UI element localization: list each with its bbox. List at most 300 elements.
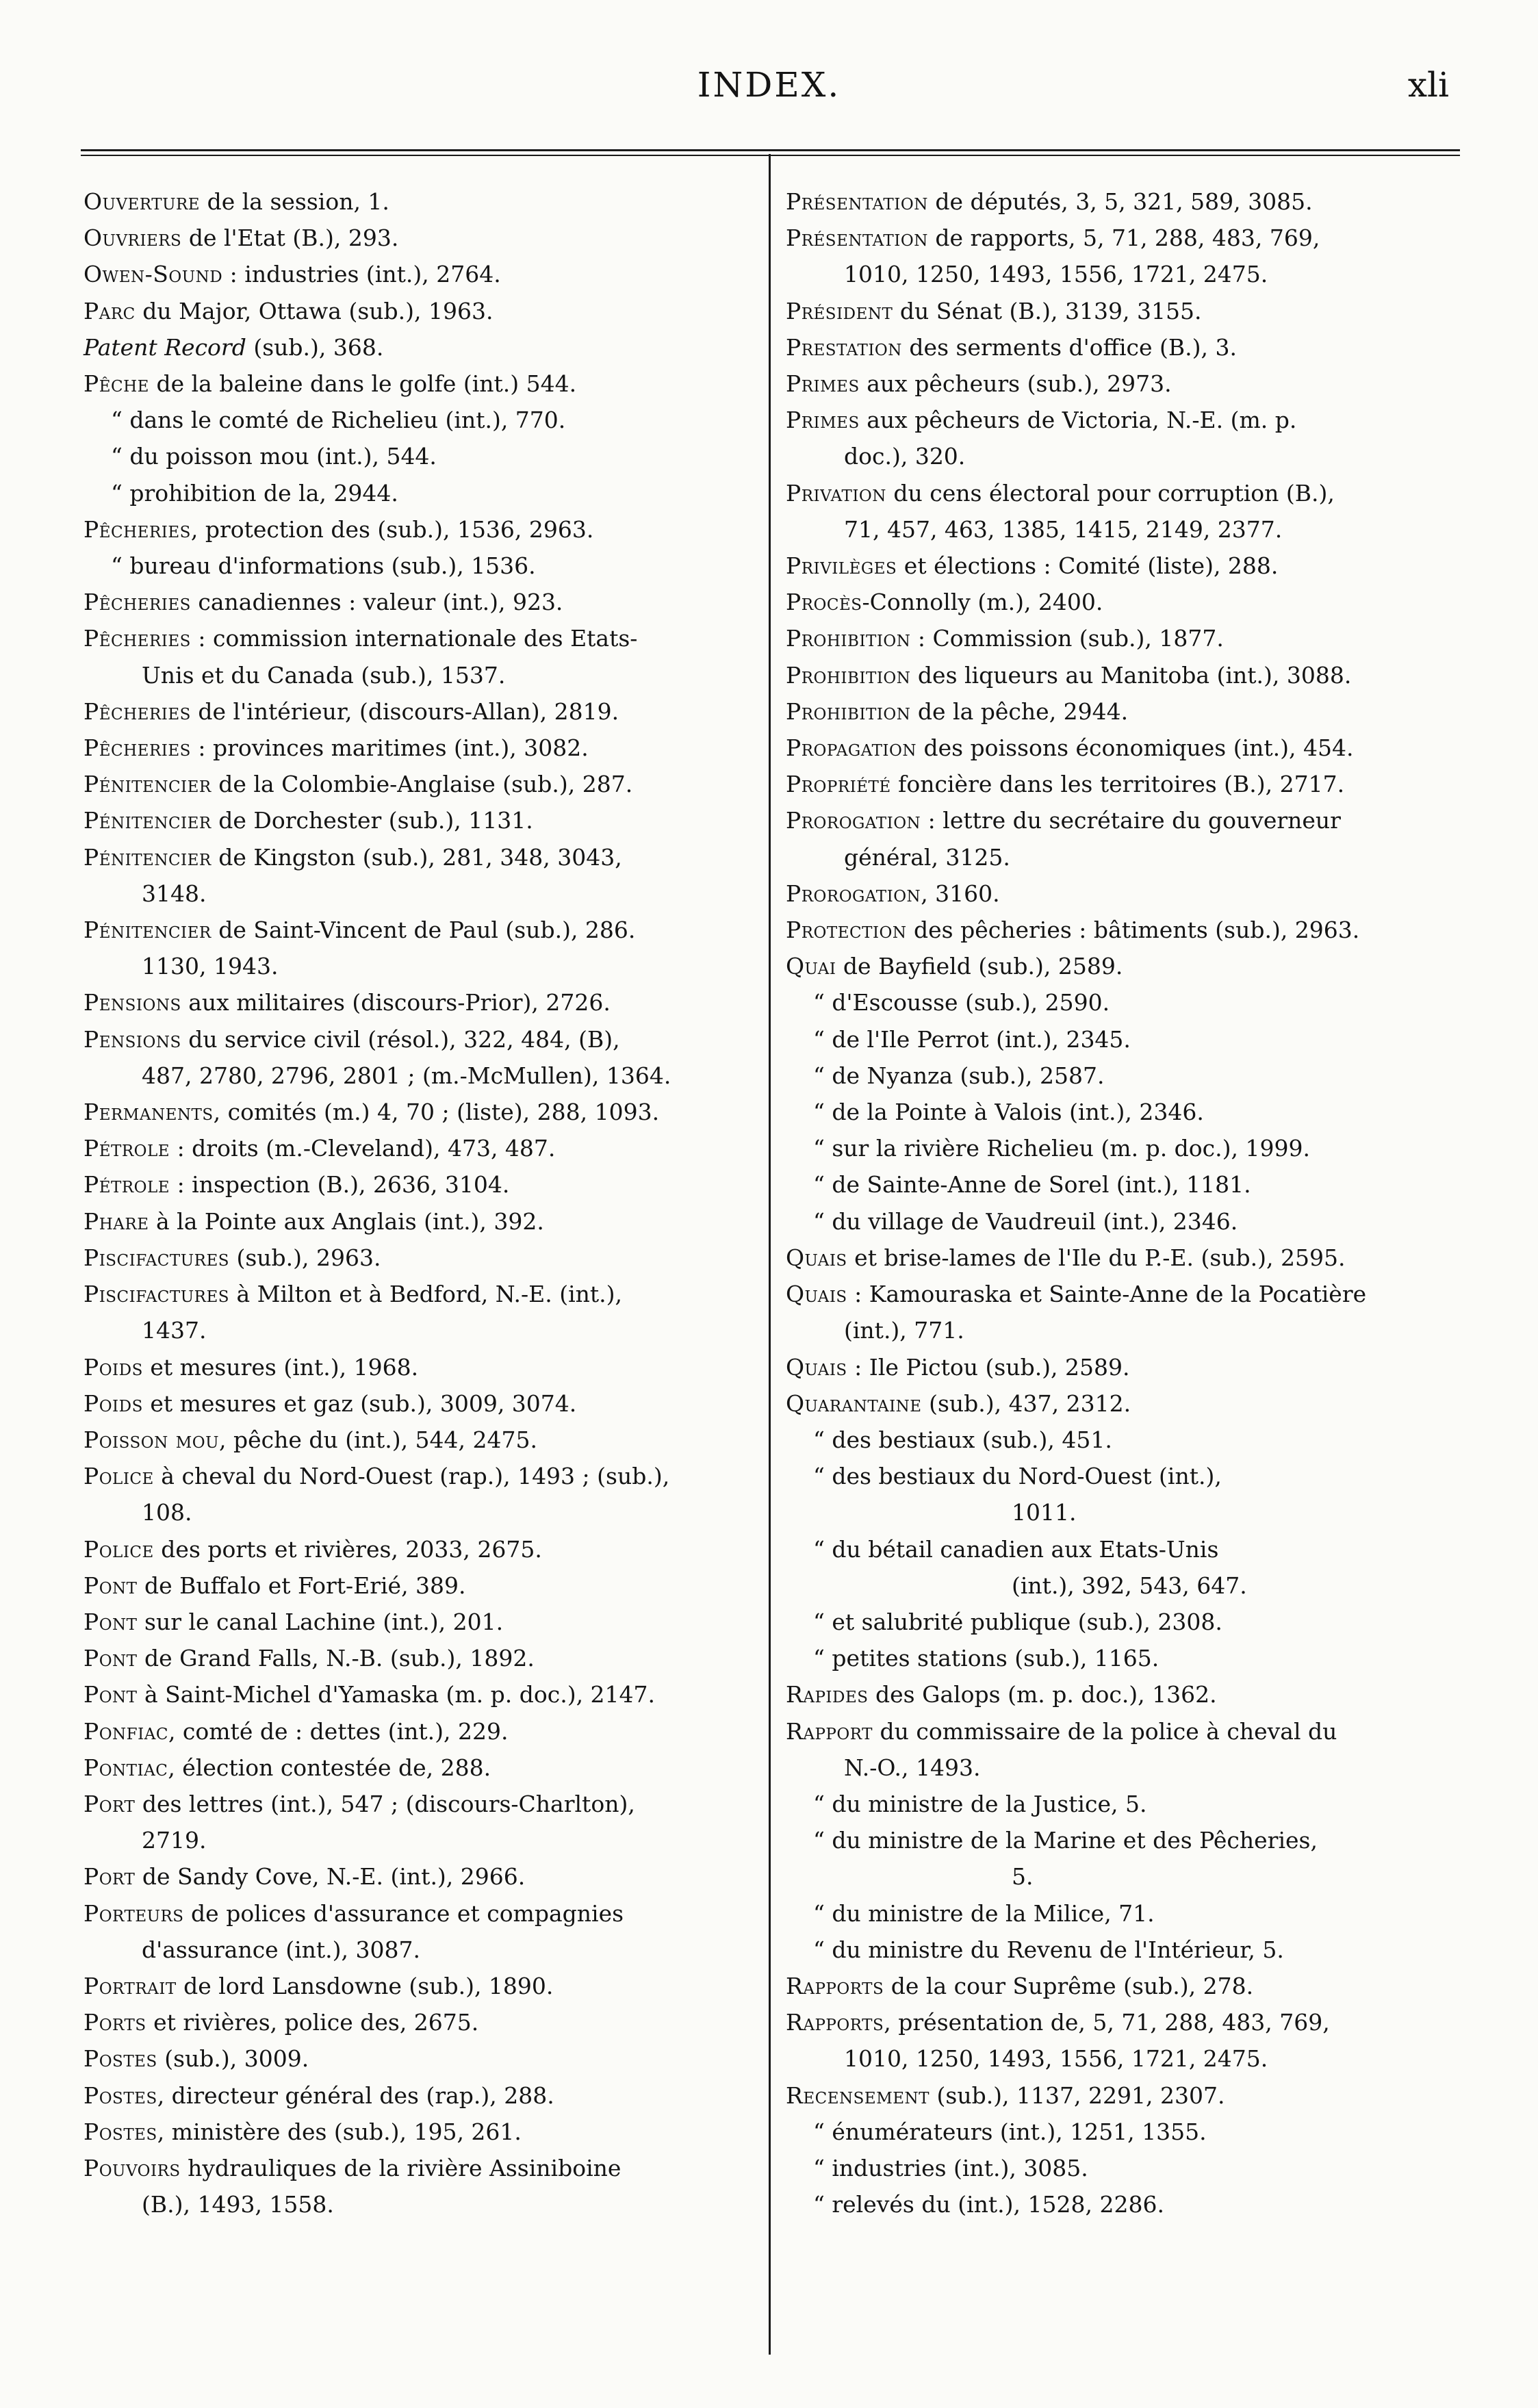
index-entry (84, 220, 761, 256)
index-entry (786, 875, 1470, 912)
index-entry (786, 256, 1470, 292)
index-text: , pêche du (int.), 544, 2475. (219, 1426, 537, 1453)
index-text: , élection contestée de, 288. (168, 1754, 491, 1781)
index-entry (786, 183, 1470, 220)
index-text: aux pêcheurs de Victoria, N.-E. (m. p. (859, 407, 1297, 434)
index-keyword: Pêcheries (84, 589, 191, 616)
index-entry (786, 1750, 1470, 1786)
index-text: des poissons économiques (int.), 454. (916, 734, 1354, 762)
index-text: des liqueurs au Manitoba (int.), 3088. (910, 661, 1352, 689)
index-entry (84, 2077, 761, 2114)
index-keyword: Pêcheries (84, 697, 191, 725)
index-text: de Dorchester (sub.), 1131. (211, 807, 533, 834)
index-entry (786, 984, 1470, 1021)
index-entry (84, 2150, 761, 2186)
index-text: foncière dans les territoires (B.), 2717. (890, 771, 1345, 798)
index-text: et élections : Comité (liste), 288. (897, 552, 1279, 580)
index-text: : provinces maritimes (int.), 3082. (190, 734, 589, 762)
index-keyword: Prohibition (786, 697, 911, 725)
index-entry (786, 1640, 1470, 1676)
index-entry (786, 366, 1470, 402)
index-entry (84, 948, 761, 984)
index-keyword: Pénitencier (84, 807, 212, 834)
index-entry (84, 183, 761, 220)
index-entry (84, 1094, 761, 1130)
index-keyword: Propagation (786, 734, 917, 762)
index-text: (B.), 1493, 1558. (142, 2191, 334, 2218)
index-entry (786, 220, 1470, 256)
index-entry (786, 1932, 1470, 1968)
index-text: de Buffalo et Fort-Erié, 389. (137, 1572, 466, 1599)
index-text: “ des bestiaux du Nord-Ouest (int.), (813, 1463, 1222, 1490)
index-entry (786, 2077, 1470, 2114)
index-entry (84, 984, 761, 1021)
index-text: de Grand Falls, N.-B. (sub.), 1892. (137, 1645, 535, 1672)
index-entry (786, 693, 1470, 730)
index-text: “ du ministre de la Marine et des Pêcheries, (813, 1827, 1318, 1854)
index-text: “ industries (int.), 3085. (813, 2154, 1088, 2181)
index-entry (84, 1676, 761, 1713)
index-keyword: Pêcheries (84, 515, 191, 543)
index-keyword: Permanents (84, 1099, 214, 1126)
index-entry (84, 1750, 761, 1786)
index-entry (84, 2114, 761, 2150)
index-entry (786, 1858, 1470, 1895)
index-text: , 3160. (921, 880, 1000, 907)
index-entry (786, 511, 1470, 548)
index-text: 108. (142, 1499, 192, 1526)
index-entry (84, 1713, 761, 1750)
page-title: INDEX. (697, 65, 841, 105)
index-keyword: Pont (84, 1608, 138, 1635)
index-text: à Milton et à Bedford, N.-E. (int.), (229, 1281, 623, 1308)
index-entry (786, 438, 1470, 474)
index-entry (786, 1713, 1470, 1750)
index-keyword: Postes (84, 2082, 157, 2109)
index-entry (786, 1058, 1470, 1094)
index-keyword: Présentation (786, 188, 928, 215)
index-text: -Connolly (m.), 2400. (862, 589, 1103, 616)
index-entry (84, 1531, 761, 1567)
index-text: aux militaires (discours-Prior), 2726. (181, 989, 611, 1016)
index-text: , comté de : dettes (int.), 229. (168, 1717, 509, 1745)
index-text: de Kingston (sub.), 281, 348, 3043, (211, 843, 622, 871)
index-text: : lettre du secrétaire du gouverneur (921, 807, 1341, 834)
index-text: 1437. (142, 1317, 207, 1344)
index-entry (786, 1458, 1470, 1494)
index-text: sur le canal Lachine (int.), 201. (137, 1608, 504, 1635)
index-entry (786, 1494, 1470, 1530)
index-keyword: Piscifactures (84, 1244, 229, 1271)
index-entry (84, 1130, 761, 1166)
index-entry (84, 1058, 761, 1094)
index-text: “ petites stations (sub.), 1165. (813, 1645, 1159, 1672)
index-text: de l'intérieur, (discours-Allan), 2819. (190, 697, 619, 725)
index-text: 1010, 1250, 1493, 1556, 1721, 2475. (844, 261, 1268, 288)
index-entry (84, 1604, 761, 1640)
index-text: Unis et du Canada (sub.), 1537. (142, 661, 506, 689)
index-text: “ du ministre de la Milice, 71. (813, 1899, 1155, 1927)
index-text: des serments d'office (B.), 3. (901, 333, 1238, 361)
index-entry (84, 1640, 761, 1676)
index-entry (84, 802, 761, 838)
index-text: de la session, 1. (200, 188, 389, 215)
index-entry (84, 912, 761, 948)
index-entry (786, 1385, 1470, 1422)
index-keyword: Rapports (786, 1972, 884, 1999)
index-entry (84, 584, 761, 620)
index-text: des Galops (m. p. doc.), 1362. (868, 1681, 1217, 1708)
index-entry (84, 730, 761, 766)
index-text: “ de l'Ile Perrot (int.), 2345. (813, 1025, 1131, 1053)
right-column (786, 183, 1470, 2223)
index-keyword: Pensions (84, 1025, 181, 1053)
index-entry (84, 1458, 761, 1494)
index-keyword: Prorogation (786, 807, 921, 834)
index-entry (84, 548, 761, 584)
index-entry (84, 875, 761, 912)
index-entry (786, 1422, 1470, 1458)
index-text: “ du ministre du Revenu de l'Intérieur, 5. (813, 1936, 1284, 1963)
index-text: “ d'Escousse (sub.), 2590. (813, 989, 1110, 1016)
index-keyword: Pénitencier (84, 771, 212, 798)
index-text: des lettres (int.), 547 ; (discours-Charlton), (135, 1790, 635, 1817)
page-header (0, 65, 1538, 120)
index-entry (786, 1822, 1470, 1858)
index-text: “ et salubrité publique (sub.), 2308. (813, 1608, 1222, 1635)
index-entry (84, 511, 761, 548)
index-keyword: Postes (84, 2045, 157, 2073)
index-entry (786, 584, 1470, 620)
index-entry (786, 730, 1470, 766)
index-entry (786, 1276, 1470, 1312)
index-text: 487, 2780, 2796, 2801 ; (m.-McMullen), 1364. (142, 1062, 671, 1089)
index-entry (786, 293, 1470, 329)
index-keyword: Primes (786, 370, 860, 398)
index-keyword: Recensement (786, 2082, 930, 2109)
index-keyword: Procès (786, 589, 862, 616)
index-entry (786, 620, 1470, 656)
index-keyword: Ports (84, 2009, 146, 2036)
index-entry (786, 1203, 1470, 1240)
index-entry (84, 1968, 761, 2004)
index-text: canadiennes : valeur (int.), 923. (190, 589, 563, 616)
index-text: 71, 457, 463, 1385, 1415, 2149, 2377. (844, 515, 1283, 543)
index-text: de lord Lansdowne (sub.), 1890. (176, 1972, 554, 1999)
index-entry (84, 438, 761, 474)
index-text: Patent Record (sub.), 368. (84, 333, 384, 361)
index-entry (786, 548, 1470, 584)
index-entry (84, 256, 761, 292)
index-keyword: Ouvriers (84, 225, 182, 252)
index-text: 5. (1012, 1863, 1034, 1891)
index-entry (786, 1895, 1470, 1932)
index-text: (sub.), 437, 2312. (921, 1389, 1131, 1417)
index-keyword: Président (786, 297, 893, 324)
index-keyword: Propriété (786, 771, 891, 798)
index-entry (84, 2004, 761, 2040)
index-entry (84, 366, 761, 402)
index-text: : commission internationale des Etats- (190, 625, 638, 652)
index-entry (84, 1240, 761, 1276)
index-entry (84, 2040, 761, 2077)
index-keyword: Prohibition (786, 625, 911, 652)
index-keyword: Postes (84, 2118, 157, 2145)
index-entry (786, 912, 1470, 948)
index-entry (786, 2114, 1470, 2150)
index-entry (84, 475, 761, 511)
index-text: “ énumérateurs (int.), 1251, 1355. (813, 2118, 1207, 2145)
index-text: à la Pointe aux Anglais (int.), 392. (149, 1207, 544, 1235)
index-entry (786, 839, 1470, 875)
index-text: “ sur la rivière Richelieu (m. p. doc.), 1999. (813, 1135, 1310, 1162)
index-text: 2719. (142, 1827, 207, 1854)
index-entry (84, 402, 761, 438)
index-keyword: Rapides (786, 1681, 869, 1708)
index-text: “ prohibition de la, 2944. (111, 479, 398, 507)
index-entry (84, 766, 761, 802)
index-text: des ports et rivières, 2033, 2675. (153, 1535, 542, 1563)
index-text: de Saint-Vincent de Paul (sub.), 286. (211, 917, 636, 944)
index-keyword: Protection (786, 917, 907, 944)
index-text: “ du poisson mou (int.), 544. (111, 443, 437, 470)
page-number: xli (1407, 65, 1449, 105)
index-text: doc.), 320. (844, 443, 966, 470)
index-keyword: Pêche (84, 370, 149, 398)
index-text: de la Colombie-Anglaise (sub.), 287. (211, 771, 633, 798)
index-text: de députés, 3, 5, 321, 589, 3085. (927, 188, 1313, 215)
index-text: , directeur général des (rap.), 288. (157, 2082, 554, 2109)
index-text: , comités (m.) 4, 70 ; (liste), 288, 1093. (213, 1099, 660, 1126)
index-text: 1010, 1250, 1493, 1556, 1721, 2475. (844, 2045, 1268, 2073)
index-entry (786, 657, 1470, 693)
index-entry (84, 1312, 761, 1348)
index-entry (84, 1895, 761, 1932)
index-text: 3148. (142, 880, 207, 907)
index-entry (786, 1166, 1470, 1203)
index-text: 1130, 1943. (142, 953, 279, 980)
index-entry (84, 1494, 761, 1530)
index-entry (786, 1531, 1470, 1567)
index-text: d'assurance (int.), 3087. (142, 1936, 420, 1963)
index-keyword: Piscifactures (84, 1281, 229, 1308)
index-text: “ bureau d'informations (sub.), 1536. (111, 552, 536, 580)
index-text: de rapports, 5, 71, 288, 483, 769, (927, 225, 1320, 252)
index-entry (786, 1786, 1470, 1822)
index-keyword: Pétrole (84, 1135, 170, 1162)
index-keyword: Pont (84, 1645, 138, 1672)
index-entry (786, 1349, 1470, 1385)
index-text: du Major, Ottawa (sub.), 1963. (135, 297, 494, 324)
index-keyword: Police (84, 1535, 154, 1563)
index-entry (786, 766, 1470, 802)
index-keyword: Poids (84, 1389, 143, 1417)
index-entry (786, 1567, 1470, 1604)
index-text: : Commission (sub.), 1877. (910, 625, 1224, 652)
index-entry (84, 1166, 761, 1203)
index-text: général, 3125. (844, 843, 1010, 871)
index-text: (sub.), 1137, 2291, 2307. (930, 2082, 1225, 2109)
index-keyword: Pont (84, 1681, 138, 1708)
index-keyword: Poids (84, 1353, 143, 1381)
index-keyword: Pouvoirs (84, 2154, 181, 2181)
index-keyword: Port (84, 1790, 136, 1817)
index-entry (786, 1240, 1470, 1276)
index-text: , protection des (sub.), 1536, 2963. (190, 515, 594, 543)
index-text: “ du ministre de la Justice, 5. (813, 1790, 1147, 1817)
index-keyword: Parc (84, 297, 136, 324)
index-keyword: Pétrole (84, 1171, 170, 1199)
index-text: “ des bestiaux (sub.), 451. (813, 1426, 1112, 1453)
index-entry (84, 693, 761, 730)
index-text: et brise-lames de l'Ile du P.-E. (sub.), 2595. (847, 1244, 1346, 1271)
index-text: , ministère des (sub.), 195, 261. (157, 2118, 522, 2145)
index-text: (sub.), 3009. (157, 2045, 309, 2073)
index-text: de la pêche, 2944. (910, 697, 1129, 725)
index-text: N.-O., 1493. (844, 1754, 981, 1781)
index-entry (84, 620, 761, 656)
index-entry (786, 2004, 1470, 2040)
index-keyword: Quais (786, 1281, 847, 1308)
index-text: : droits (m.-Cleveland), 473, 487. (170, 1135, 556, 1162)
index-text: : Kamouraska et Sainte-Anne de la Pocatière (847, 1281, 1367, 1308)
index-text: “ de la Pointe à Valois (int.), 2346. (813, 1099, 1204, 1126)
index-text: de la cour Suprême (sub.), 278. (884, 1972, 1254, 1999)
index-entry (84, 1349, 761, 1385)
index-text: “ du bétail canadien aux Etats-Unis (813, 1535, 1219, 1563)
index-text: 1011. (1012, 1499, 1077, 1526)
index-keyword: Quais (786, 1353, 847, 1381)
index-entry (84, 1567, 761, 1604)
index-entry (786, 402, 1470, 438)
index-entry (84, 1385, 761, 1422)
index-keyword: Pénitencier (84, 843, 212, 871)
index-keyword: Privation (786, 479, 886, 507)
index-keyword: Privilèges (786, 552, 897, 580)
index-keyword: Pontiac (84, 1754, 168, 1781)
index-entry (84, 1021, 761, 1058)
index-keyword: Quai (786, 953, 836, 980)
index-text: : industries (int.), 2764. (222, 261, 501, 288)
index-entry (84, 1276, 761, 1312)
index-text: de polices d'assurance et compagnies (183, 1899, 624, 1927)
index-entry (786, 2186, 1470, 2223)
index-entry (84, 2186, 761, 2223)
index-text: et mesures et gaz (sub.), 3009, 3074. (142, 1389, 577, 1417)
index-entry (786, 1968, 1470, 2004)
index-entry (84, 1422, 761, 1458)
index-entry (786, 1094, 1470, 1130)
index-keyword: Présentation (786, 225, 928, 252)
index-text: du commissaire de la police à cheval du (873, 1717, 1337, 1745)
index-keyword: Porteurs (84, 1899, 184, 1927)
index-text: “ dans le comté de Richelieu (int.), 770. (111, 407, 566, 434)
index-entry (786, 802, 1470, 838)
index-text: à cheval du Nord-Ouest (rap.), 1493 ; (sub.), (153, 1463, 670, 1490)
index-text: , présentation de, 5, 71, 288, 483, 769, (884, 2009, 1330, 2036)
index-entry (786, 1676, 1470, 1713)
index-entry (786, 2150, 1470, 2186)
index-keyword: Prestation (786, 333, 902, 361)
index-entry (84, 1203, 761, 1240)
index-text: de Sandy Cove, N.-E. (int.), 2966. (135, 1863, 526, 1891)
index-text: “ de Sainte-Anne de Sorel (int.), 1181. (813, 1171, 1251, 1199)
index-keyword: Rapport (786, 1717, 873, 1745)
index-text: “ de Nyanza (sub.), 2587. (813, 1062, 1105, 1089)
index-keyword: Ponfiac (84, 1717, 168, 1745)
index-keyword: Pêcheries (84, 734, 191, 762)
index-keyword: Rapports (786, 2009, 884, 2036)
index-text: (int.), 392, 543, 647. (1012, 1572, 1247, 1599)
index-text: de la baleine dans le golfe (int.) 544. (149, 370, 577, 398)
index-keyword: Police (84, 1463, 154, 1490)
index-keyword: Quais (786, 1244, 847, 1271)
left-column (84, 183, 761, 2223)
index-entry (786, 1604, 1470, 1640)
index-entry (786, 1130, 1470, 1166)
column-divider (769, 154, 771, 2355)
index-text: “ relevés du (int.), 1528, 2286. (813, 2191, 1164, 2218)
index-entry (84, 1786, 761, 1822)
index-entry (786, 475, 1470, 511)
index-entry (84, 329, 761, 366)
index-keyword: Prorogation (786, 880, 921, 907)
index-entry (84, 657, 761, 693)
index-text: hydrauliques de la rivière Assiniboine (180, 2154, 621, 2181)
index-text: “ du village de Vaudreuil (int.), 2346. (813, 1207, 1238, 1235)
index-text: : inspection (B.), 2636, 3104. (170, 1171, 510, 1199)
index-text: du service civil (résol.), 322, 484, (B), (181, 1025, 620, 1053)
index-text: du cens électoral pour corruption (B.), (886, 479, 1335, 507)
index-text: de Bayfield (sub.), 2589. (836, 953, 1123, 980)
index-keyword: Pénitencier (84, 917, 212, 944)
index-entry (786, 2040, 1470, 2077)
index-text: aux pêcheurs (sub.), 2973. (859, 370, 1172, 398)
index-keyword: Phare (84, 1207, 149, 1235)
index-text: de l'Etat (B.), 293. (181, 225, 399, 252)
index-keyword: Poisson mou (84, 1426, 220, 1453)
index-text: : Ile Pictou (sub.), 2589. (847, 1353, 1130, 1381)
index-text: et mesures (int.), 1968. (142, 1353, 419, 1381)
index-entry (84, 1858, 761, 1895)
index-keyword: Port (84, 1863, 136, 1891)
index-entry (84, 293, 761, 329)
index-keyword: Quarantaine (786, 1389, 922, 1417)
index-text: à Saint-Michel d'Yamaska (m. p. doc.), 2147. (137, 1681, 656, 1708)
index-keyword: Primes (786, 407, 860, 434)
index-entry (84, 839, 761, 875)
index-keyword: Portrait (84, 1972, 177, 1999)
index-text: et rivières, police des, 2675. (146, 2009, 479, 2036)
index-text: du Sénat (B.), 3139, 3155. (893, 297, 1202, 324)
index-keyword: Pensions (84, 989, 181, 1016)
index-text: (int.), 771. (844, 1317, 964, 1344)
index-entry (786, 1021, 1470, 1058)
index-entry (786, 1312, 1470, 1348)
index-keyword: Prohibition (786, 661, 911, 689)
index-keyword: Owen-Sound (84, 261, 223, 288)
index-entry (786, 948, 1470, 984)
index-keyword: Ouverture (84, 188, 201, 215)
index-entry (786, 329, 1470, 366)
index-keyword: Pêcheries (84, 625, 191, 652)
italic-title: Patent Record (84, 333, 246, 361)
index-text: (sub.), 2963. (229, 1244, 381, 1271)
header-rule (81, 149, 1460, 151)
index-keyword: Pont (84, 1572, 138, 1599)
index-text: des pêcheries : bâtiments (sub.), 2963. (906, 917, 1360, 944)
index-entry (84, 1932, 761, 1968)
